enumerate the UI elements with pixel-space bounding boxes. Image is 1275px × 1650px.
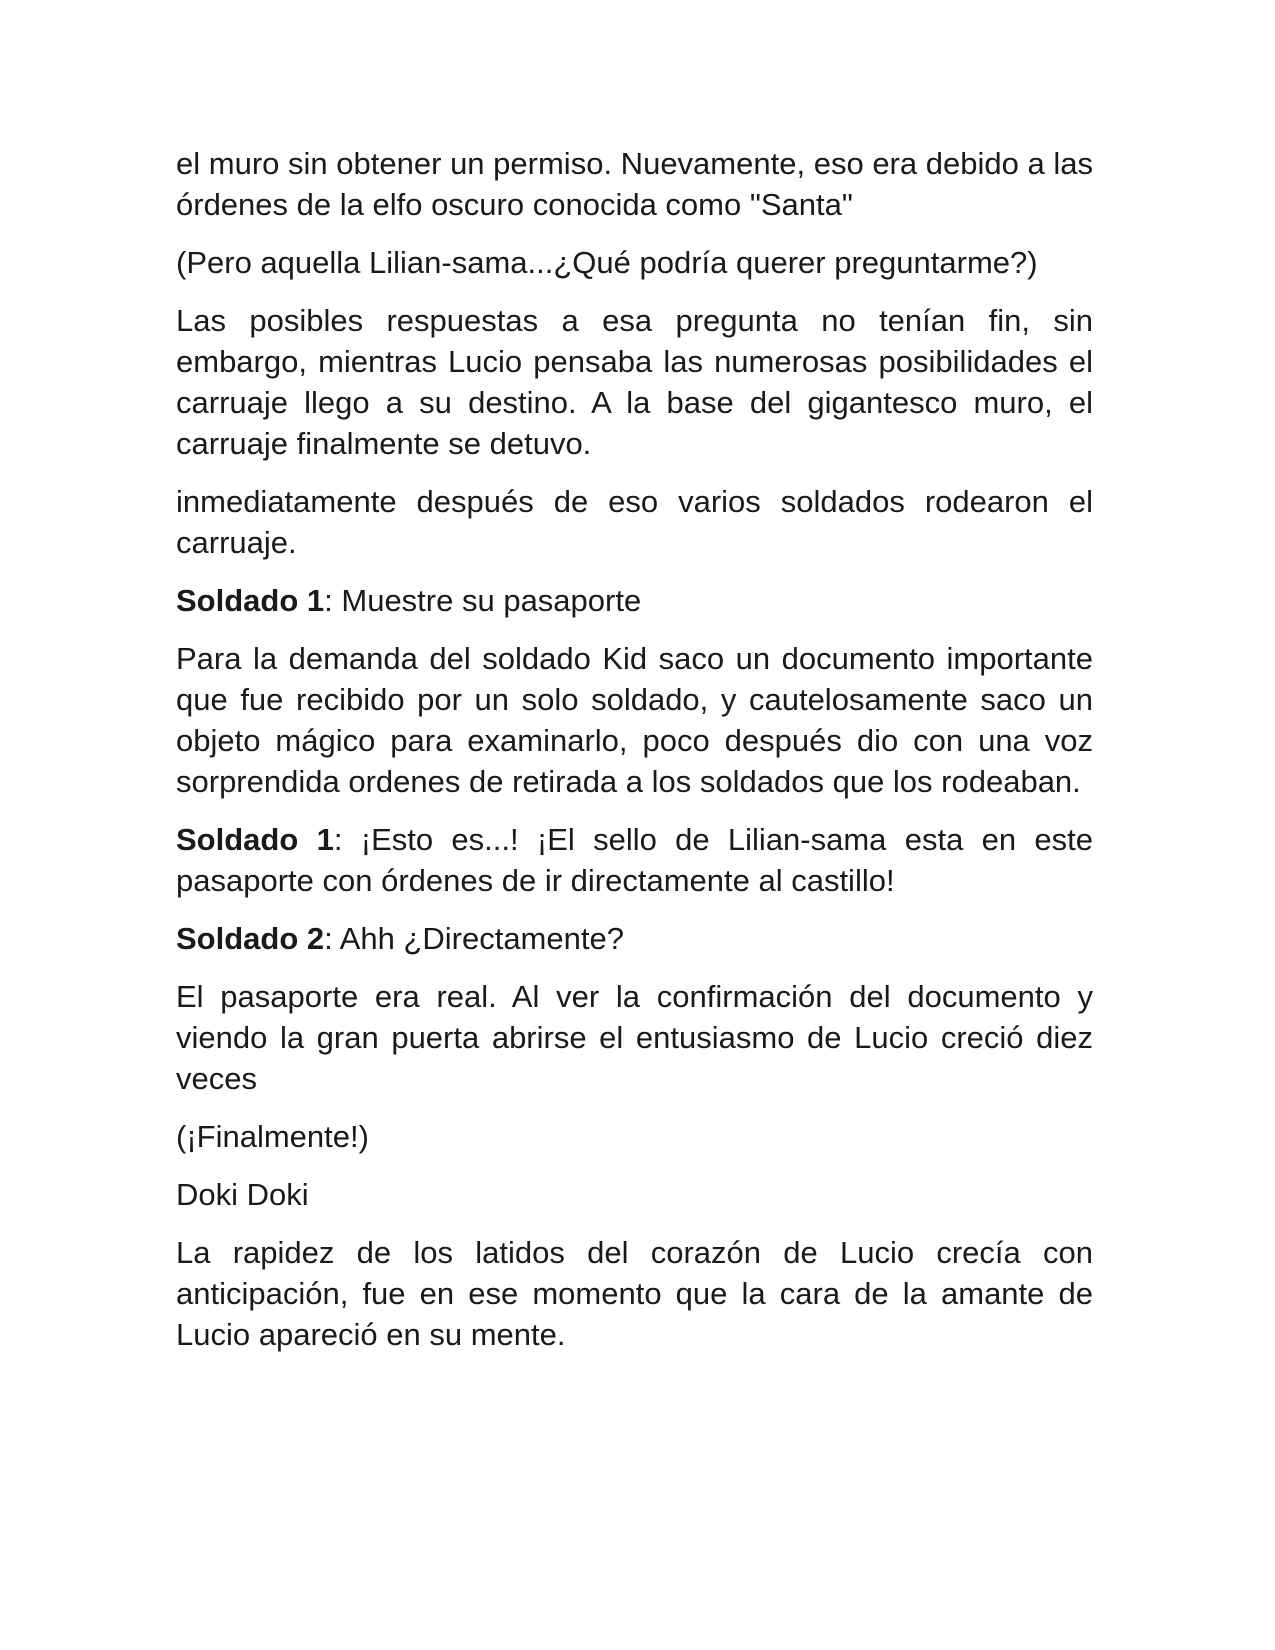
document-page — [176, 143, 1093, 1372]
paragraph-narration: El pasaporte era real. Al ver la confirmación del documento y viendo la gran puerta abrirse el entusiasmo de Lucio creció diez veces — [176, 979, 1093, 1096]
dialogue-separator: : — [333, 822, 361, 857]
dialogue-text: Ahh ¿Directamente? — [339, 921, 624, 956]
paragraph-sound-effect: Doki Doki — [176, 1177, 309, 1212]
paragraph-thought: (Pero aquella Lilian-sama...¿Qué podría querer preguntarme?) — [176, 245, 1038, 280]
dialogue-separator: : — [324, 583, 342, 618]
dialogue-separator: : — [324, 921, 340, 956]
paragraph-narration: Para la demanda del soldado Kid saco un documento importante que fue recibido por un solo soldado, y cautelosamente saco un objeto mágico para examinarlo, poco después dio con una voz sorprendida ordenes de retirada a los soldados que los rodeaban. — [176, 641, 1093, 799]
paragraph-narration: Las posibles respuestas a esa pregunta no tenían fin, sin embargo, mientras Lucio pensaba las numerosas posibilidades el carruaje llego a su destino. A la base del gigantesco muro, el carruaje finalmente se detuvo. — [176, 303, 1093, 461]
dialogue-text: ¡Esto es...! ¡El sello de Lilian-sama esta en este pasaporte con órdenes de ir directamente al castillo! — [176, 822, 1093, 898]
dialogue-line — [176, 580, 1093, 621]
dialogue-line — [176, 819, 1093, 901]
speaker-name: Soldado 1 — [176, 822, 334, 857]
dialogue-text: Muestre su pasaporte — [341, 583, 642, 618]
paragraph-narration: inmediatamente después de eso varios soldados rodearon el carruaje. — [176, 484, 1093, 560]
speaker-name: Soldado 2 — [176, 921, 325, 956]
paragraph-narration: el muro sin obtener un permiso. Nuevamente, eso era debido a las órdenes de la elfo oscuro conocida como "Santa" — [176, 146, 1093, 222]
paragraph-thought: (¡Finalmente!) — [176, 1119, 369, 1154]
paragraph-narration: La rapidez de los latidos del corazón de Lucio crecía con anticipación, fue en ese momento que la cara de la amante de Lucio apareció en su mente. — [176, 1235, 1093, 1352]
dialogue-line — [176, 918, 1093, 959]
speaker-name: Soldado 1 — [176, 583, 325, 618]
